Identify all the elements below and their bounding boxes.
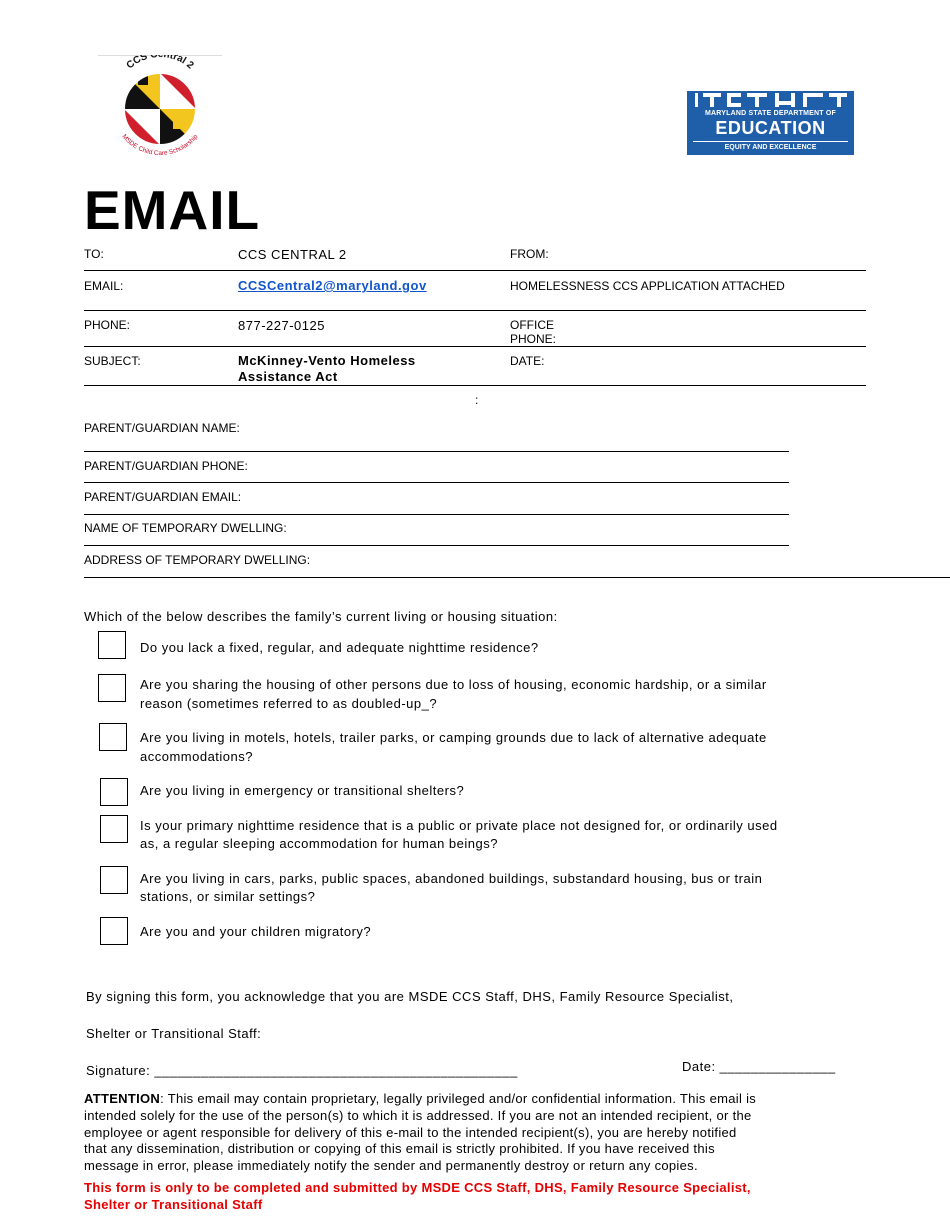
email-link[interactable]: CCSCentral2@maryland.gov bbox=[238, 278, 427, 293]
question-6-line-1: Are you living in cars, parks, public spaces, abandoned buildings, substandard housing, bus or train bbox=[140, 871, 763, 886]
question-intro: Which of the below describes the family’s current living or housing situation: bbox=[84, 609, 558, 624]
office-phone-label-line-1: OFFICE bbox=[510, 318, 554, 332]
dwelling-name-label: NAME OF TEMPORARY DWELLING: bbox=[84, 521, 287, 535]
attention-line-3: employee or agent responsible for delivery of this e-mail to the intended recipient(s), you are hereby notified bbox=[84, 1125, 737, 1140]
divider bbox=[84, 385, 866, 386]
question-7-line-1: Are you and your children migratory? bbox=[140, 924, 372, 939]
page-title: EMAIL bbox=[84, 179, 261, 241]
msde-logo-line-2: EDUCATION bbox=[715, 118, 826, 138]
attention-line-5: message in error, please immediately notify the sender and permanently destroy or return any copies. bbox=[84, 1158, 698, 1173]
question-1-line-1: Do you lack a fixed, regular, and adequate nighttime residence? bbox=[140, 640, 539, 655]
acknowledgement-line-1: By signing this form, you acknowledge that you are MSDE CCS Staff, DHS, Family Resource Specialist, bbox=[86, 989, 734, 1004]
red-notice-line-1: This form is only to be completed and submitted by MSDE CCS Staff, DHS, Family Resource Specialist, bbox=[84, 1180, 751, 1195]
checkbox-motels-hotels[interactable] bbox=[99, 723, 127, 751]
checkbox-shelters[interactable] bbox=[100, 778, 128, 806]
divider bbox=[84, 270, 866, 271]
subject-value-line-2: Assistance Act bbox=[238, 369, 338, 384]
question-2-line-2: reason (sometimes referred to as doubled-up_? bbox=[140, 696, 438, 711]
dwelling-name-line[interactable] bbox=[84, 545, 789, 546]
question-6-line-2: stations, or similar settings? bbox=[140, 889, 316, 904]
divider bbox=[84, 310, 866, 311]
attention-line-2: intended solely for the use of the person(s) to which it is addressed. If you are not an intended recipient, or the bbox=[84, 1108, 752, 1123]
dwelling-address-line[interactable] bbox=[84, 577, 950, 578]
checkbox-doubled-up[interactable] bbox=[98, 674, 126, 702]
checkbox-migratory[interactable] bbox=[100, 917, 128, 945]
msde-logo-line-1: MARYLAND STATE DEPARTMENT OF bbox=[705, 110, 836, 117]
parent-phone-line[interactable] bbox=[84, 482, 789, 483]
question-4-line-1: Are you living in emergency or transitional shelters? bbox=[140, 783, 465, 798]
phone-label: PHONE: bbox=[84, 318, 131, 332]
dwelling-address-label: ADDRESS OF TEMPORARY DWELLING: bbox=[84, 553, 311, 567]
email-label: EMAIL: bbox=[84, 279, 124, 293]
checkbox-public-private-place[interactable] bbox=[100, 815, 128, 843]
question-5-line-1: Is your primary nighttime residence that is a public or private place not designed for, or ordinarily used bbox=[140, 818, 778, 833]
date-label: DATE: bbox=[510, 354, 545, 368]
ccs-logo-bottom-text: MSDE Child Care Scholarship bbox=[120, 133, 200, 155]
to-label: TO: bbox=[84, 247, 104, 261]
ccs-central-2-logo bbox=[98, 55, 222, 155]
question-2-line-1: Are you sharing the housing of other persons due to loss of housing, economic hardship, or a similar bbox=[140, 677, 767, 692]
subject-label: SUBJECT: bbox=[84, 354, 141, 368]
red-notice-line-2: Shelter or Transitional Staff bbox=[84, 1197, 263, 1212]
parent-phone-label: PARENT/GUARDIAN PHONE: bbox=[84, 459, 248, 473]
date-field[interactable]: Date: _______________ bbox=[682, 1059, 836, 1074]
attention-label: ATTENTION bbox=[84, 1091, 161, 1106]
colon-mark: : bbox=[475, 393, 479, 407]
msde-logo-line-3: EQUITY AND EXCELLENCE bbox=[693, 141, 848, 152]
question-3-line-2: accommodations? bbox=[140, 749, 253, 764]
checkbox-fixed-residence[interactable] bbox=[98, 631, 126, 659]
parent-email-label: PARENT/GUARDIAN EMAIL: bbox=[84, 490, 242, 504]
question-3-line-1: Are you living in motels, hotels, trailer parks, or camping grounds due to lack of alternative adequate bbox=[140, 730, 767, 745]
attention-line-4: that any dissemination, distribution or copying of this email is strictly prohibited. If you have received this bbox=[84, 1141, 715, 1156]
checkbox-cars-parks[interactable] bbox=[100, 866, 128, 894]
parent-name-line[interactable] bbox=[84, 451, 789, 452]
parent-email-line[interactable] bbox=[84, 514, 789, 515]
email-note: HOMELESSNESS CCS APPLICATION ATTACHED bbox=[510, 279, 785, 293]
signature-field[interactable]: Signature: _______________________________________________ bbox=[86, 1063, 518, 1078]
acknowledgement-line-2: Shelter or Transitional Staff: bbox=[86, 1026, 262, 1041]
msde-education-logo bbox=[687, 91, 854, 155]
attention-line-1: ATTENTION: This email may contain proprietary, legally privileged and/or confidential information. This email is bbox=[84, 1091, 757, 1106]
question-5-line-2: as, a regular sleeping accommodation for human beings? bbox=[140, 836, 498, 851]
office-phone-label-line-2: PHONE: bbox=[510, 332, 557, 346]
divider bbox=[84, 346, 866, 347]
from-label: FROM: bbox=[510, 247, 549, 261]
phone-value: 877-227-0125 bbox=[238, 318, 325, 333]
parent-name-label: PARENT/GUARDIAN NAME: bbox=[84, 421, 240, 435]
ccs-logo-top-text: CCS tral 2 bbox=[124, 55, 196, 72]
to-value: CCS CENTRAL 2 bbox=[238, 247, 347, 262]
subject-value-line-1: McKinney-Vento Homeless bbox=[238, 353, 416, 368]
